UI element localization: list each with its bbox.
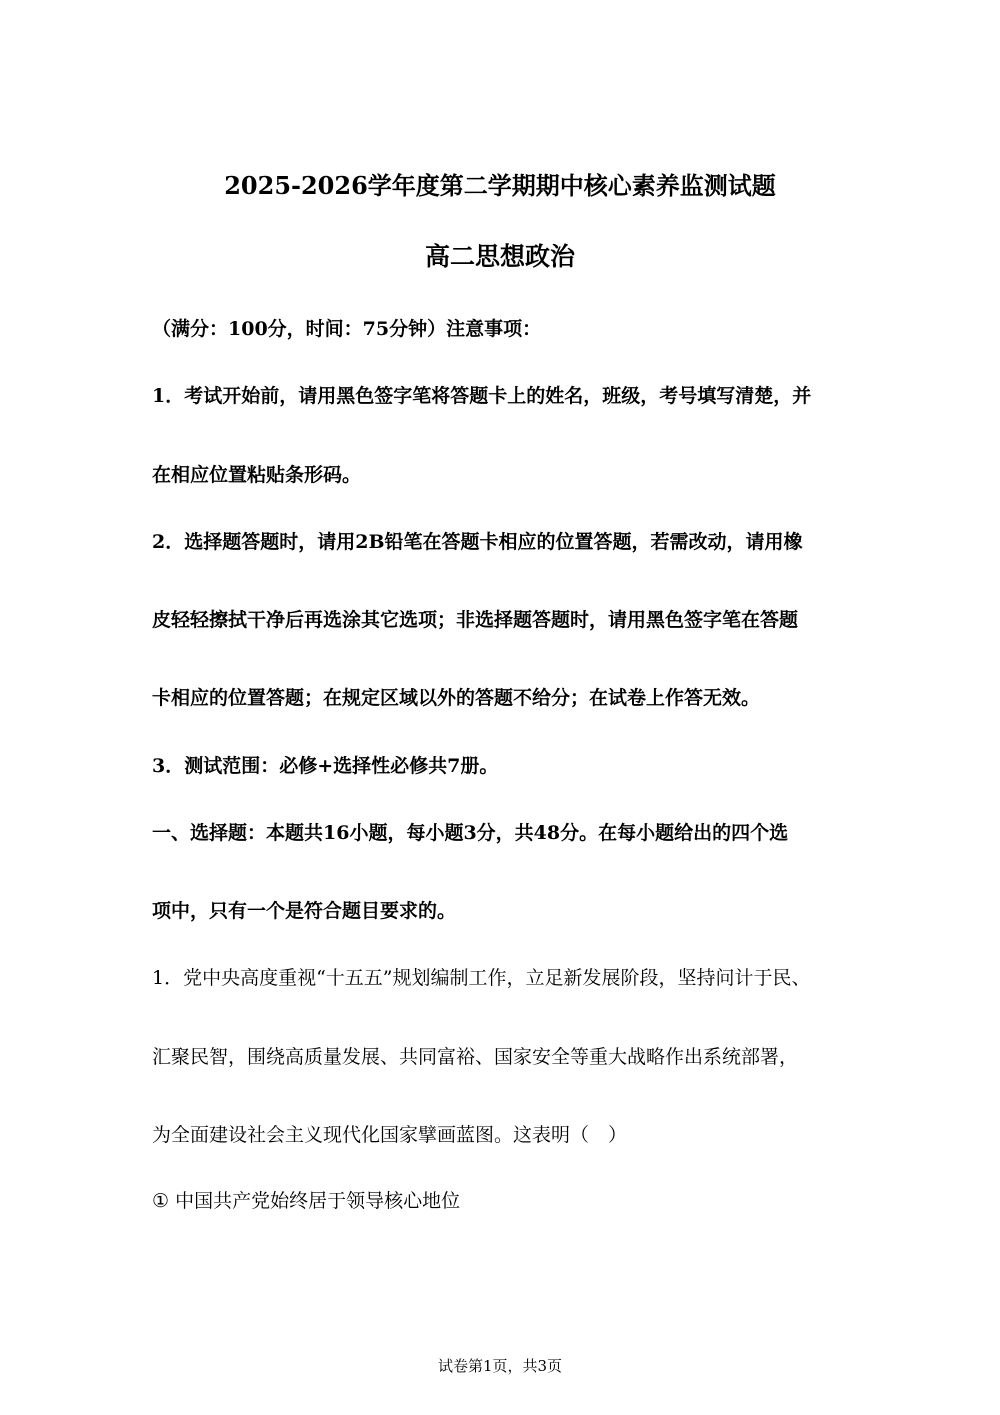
subject-title: 高二思想政治 — [424, 242, 575, 271]
exam-notes-intro: （满分：100分，时间：75分钟）注意事项： — [152, 318, 542, 340]
question-1-stem-line-1: 1．党中央高度重视“十五五”规划编制工作，立足新发展阶段，坚持问计于民、 — [152, 967, 811, 989]
question-1-option-1: ① 中国共产党始终居于领导核心地位 — [152, 1190, 461, 1212]
note-item-1-line-1: 1．考试开始前，请用黑色签字笔将答题卡上的姓名，班级，考号填写清楚，并 — [152, 385, 812, 407]
note-item-2-line-3: 卡相应的位置答题；在规定区域以外的答题不给分；在试卷上作答无效。 — [152, 687, 761, 709]
page-footer: 试卷第1页，共3页 — [437, 1357, 563, 1375]
note-item-3: 3．测试范围：必修+选择性必修共7册。 — [152, 755, 499, 777]
exam-title: 2025-2026学年度第二学期期中核心素养监测试题 — [224, 171, 776, 200]
note-item-2-line-2: 皮轻轻擦拭干净后再选涂其它选项；非选择题答题时，请用黑色签字笔在答题 — [152, 609, 799, 631]
section-heading-line-2: 项中，只有一个是符合题目要求的。 — [152, 900, 457, 922]
note-item-1-line-2: 在相应位置粘贴条形码。 — [152, 464, 362, 486]
section-heading-line-1: 一、选择题：本题共16小题，每小题3分，共48分。在每小题给出的四个选 — [152, 822, 789, 844]
question-1-stem-line-3: 为全面建设社会主义现代化国家擘画蓝图。这表明（ ） — [152, 1124, 628, 1146]
question-1-stem-line-2: 汇聚民智，围绕高质量发展、共同富裕、国家安全等重大战略作出系统部署， — [152, 1046, 799, 1068]
note-item-2-line-1: 2．选择题答题时，请用2B铅笔在答题卡相应的位置答题，若需改动，请用橡 — [152, 531, 803, 553]
